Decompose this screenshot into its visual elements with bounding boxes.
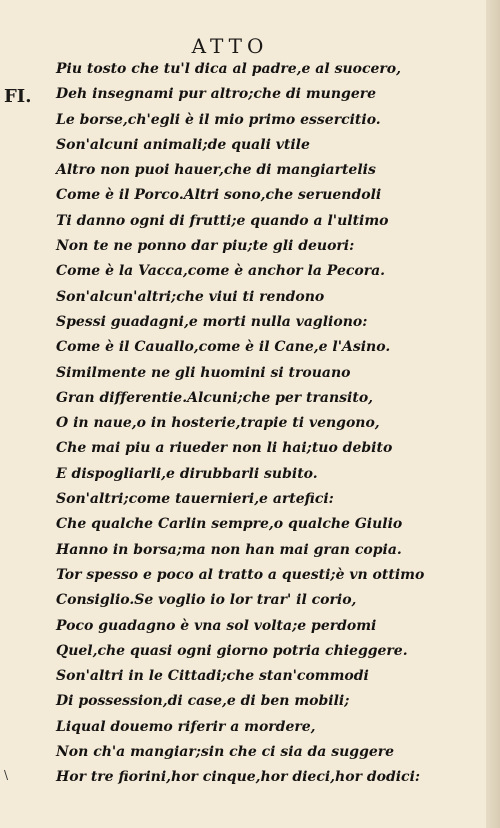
verse-line: Spessi guadagni,e morti nulla vagliono: xyxy=(56,313,368,330)
verse-line: Deh insegnami pur altro;che di mungere xyxy=(56,86,377,103)
verse-lines xyxy=(56,57,476,791)
page-edge xyxy=(486,0,500,828)
verse-line: Che qualche Carlin sempre,o qualche Giulio xyxy=(56,516,403,533)
verse-line: E dispogliarli,e dirubbarli subito. xyxy=(56,465,318,482)
verse-line: Tor spesso e poco al tratto a questi;è vn ottimo xyxy=(56,566,425,583)
verse-line: Poco guadagno è vna sol volta;e perdomi xyxy=(56,617,377,634)
verse-line: Come è la Vacca,come è anchor la Pecora. xyxy=(56,263,386,280)
verse-line: Altro non puoi hauer,che di mangiartelis xyxy=(56,162,376,179)
verse-line: Come è il Porco.Altri sono,che seruendoli xyxy=(56,187,382,204)
verse-line: Consiglio.Se voglio io lor trar' il corio, xyxy=(56,592,357,609)
verse-line: Liqual douemo riferir a mordere, xyxy=(56,718,316,735)
verse-line: Le borse,ch'egli è il mio primo essercitio. xyxy=(56,111,381,128)
verse-line: Son'altri in le Cittadi;che stan'commodi xyxy=(56,668,369,685)
verse-line: Hanno in borsa;ma non han mai gran copia. xyxy=(56,541,402,558)
verse-line: O in naue,o in hosterie,trapie ti vengono, xyxy=(56,415,380,432)
verse-line: Hor tre fiorini,hor cinque,hor dieci,hor dodici: xyxy=(56,769,421,786)
running-header: ATTO xyxy=(191,34,269,58)
verse-line: Ti danno ogni di frutti;e quando a l'ultimo xyxy=(56,212,389,229)
verse-line: Che mai piu a riueder non li hai;tuo debito xyxy=(56,440,393,457)
verse-line: Son'alcun'altri;che viui ti rendono xyxy=(56,288,325,305)
verse-line: Non te ne ponno dar piu;te gli deuori: xyxy=(56,238,355,255)
verse-line: Come è il Cauallo,come è il Cane,e l'Asino. xyxy=(56,339,391,356)
verse-line: Son'altri;come tauernieri,e artefici: xyxy=(56,491,334,508)
verse-line: Gran differentie.Alcuni;che per transito, xyxy=(56,389,374,406)
verse-line: Son'alcuni animali;de quali vtile xyxy=(56,136,310,153)
verse-line: Di possession,di case,e di ben mobili; xyxy=(56,693,350,710)
speaker-label: FI. xyxy=(4,86,32,107)
verse-line: Similmente ne gli huomini si trouano xyxy=(56,364,351,381)
verse-line: Piu tosto che tu'l dica al padre,e al suocero, xyxy=(56,61,401,77)
margin-mark: \ xyxy=(4,768,9,782)
verse-line: Quel,che quasi ogni giorno potria chieggere. xyxy=(56,642,408,659)
verse-line: Non ch'a mangiar;sin che ci sia da suggere xyxy=(56,744,395,761)
